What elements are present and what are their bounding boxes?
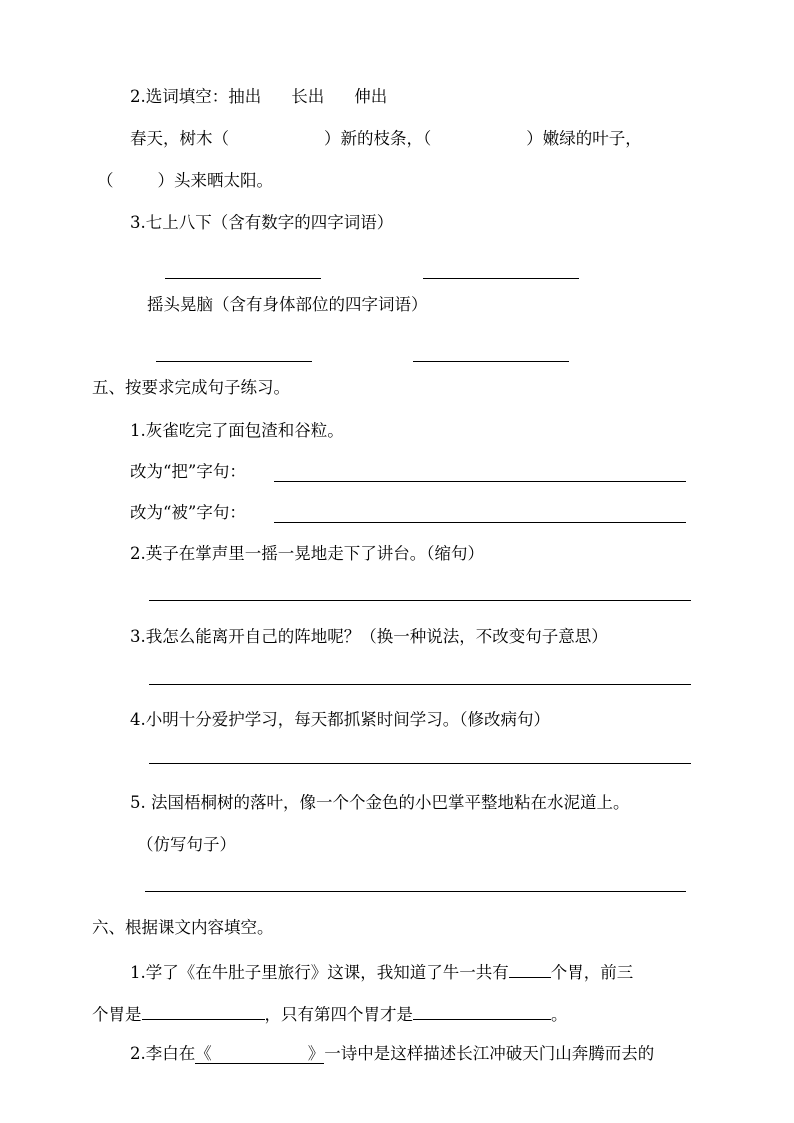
fill-sentence-line1 [130,128,695,150]
sentence-text: （ [97,171,114,190]
section-heading: 六、根据课文内容填空。 [92,918,274,937]
fill-question-line1 [130,959,633,984]
answer-line[interactable] [274,522,686,523]
question-text: 个胃，前三 [550,963,634,982]
fill-sentence-line2 [97,170,273,192]
sentence-text: ）嫩绿的叶子， [526,129,642,148]
blank[interactable] [413,1001,551,1020]
word-option: 抽出 [228,87,262,106]
sentence-text: ）头来晒太阳。 [157,171,273,190]
blank[interactable] [142,1001,265,1020]
blank[interactable] [509,959,551,978]
sentence-text: ）新的枝条，（ [324,129,432,148]
answer-line[interactable] [149,684,691,685]
question-note: （仿写句子） [137,835,236,854]
answer-line[interactable] [149,600,691,601]
question-text: 2.英子在掌声里一摇一晃地走下了讲台。（缩句） [130,544,484,563]
idiom-subquestion: 摇头晃脑（含有身体部位的四字词语） [147,295,428,314]
idiom-question: 3.七上八下（含有数字的四字词语） [130,213,394,232]
section-heading: 五、按要求完成句子练习。 [92,378,290,397]
question-text: 4.小明十分爱护学习，每天都抓紧时间学习。（修改病句） [130,710,550,729]
word-option: 长出 [291,87,325,106]
bracket-close: 》 [307,1044,325,1063]
fill-question-line3 [130,1043,654,1065]
question-text: 1.学了《在牛肚子里旅行》这课，我知道了牛一共有 [130,963,509,982]
answer-line[interactable] [274,481,686,482]
answer-line[interactable] [156,361,312,362]
answer-line[interactable] [413,361,569,362]
bei-sentence-label: 改为“被”字句： [130,503,246,522]
poem-title-blank[interactable] [195,1044,324,1064]
question-text: 2.李白在 [130,1044,196,1063]
answer-line[interactable] [149,763,691,764]
question-label: 2.选词填空： [130,87,229,106]
question-text: 。 [551,1005,568,1024]
question-text: 个胃是 [92,1005,142,1024]
answer-line[interactable] [423,278,579,279]
word-choice-question [130,86,387,108]
question-text: 1.灰雀吃完了面包渣和谷粒。 [130,421,344,440]
question-text: ，只有第四个胃才是 [264,1005,413,1024]
word-option: 伸出 [354,87,388,106]
sentence-text: 春天，树木（ [130,129,229,148]
question-text: 5. 法国梧桐树的落叶，像一个个金色的小巴掌平整地粘在水泥道上。 [130,793,630,812]
answer-line[interactable] [145,891,686,892]
ba-sentence-label: 改为“把”字句： [130,462,246,481]
bracket-open: 《 [195,1044,212,1063]
answer-line[interactable] [165,278,321,279]
question-text: 3.我怎么能离开自己的阵地呢？（换一种说法，不改变句子意思） [130,627,608,646]
fill-question-line2 [92,1001,568,1026]
question-text: 一诗中是这样描述长江冲破天门山奔腾而去的 [324,1044,655,1063]
